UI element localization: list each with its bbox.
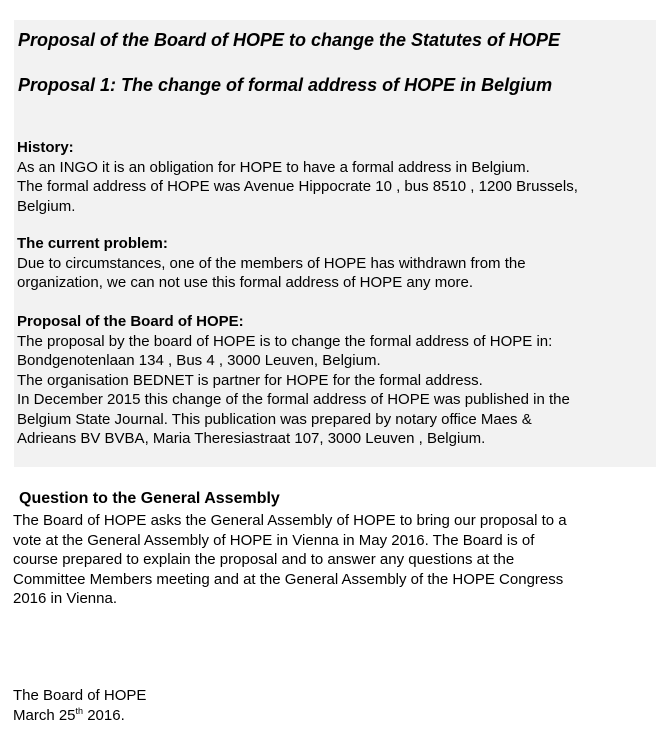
- proposal-section: [17, 312, 657, 449]
- problem-line: Due to circumstances, one of the members of HOPE has withdrawn from the: [17, 254, 526, 272]
- proposal-line: Adrieans BV BVBA, Maria Theresiastraat 107, 3000 Leuven , Belgium.: [17, 430, 486, 447]
- date-ordinal: th: [75, 705, 84, 716]
- question-heading: Question to the General Assembly: [19, 490, 280, 507]
- date-prefix: March 25: [13, 706, 76, 724]
- proposal-line: The proposal by the board of HOPE is to change the formal address of HOPE in:: [17, 332, 553, 350]
- question-line: Committee Members meeting and at the General Assembly of the HOPE Congress: [13, 570, 564, 588]
- proposal-line: Bondgenotenlaan 134 , Bus 4 , 3000 Leuven, Belgium.: [17, 352, 381, 369]
- history-line: As an INGO it is an obligation for HOPE to have a formal address in Belgium.: [17, 158, 530, 176]
- question-line: 2016 in Vienna.: [13, 590, 117, 607]
- question-body: [13, 511, 661, 609]
- problem-heading: The current problem:: [17, 235, 168, 252]
- signature-date: [13, 706, 146, 726]
- date-suffix: 2016.: [83, 706, 125, 724]
- document-title: Proposal of the Board of HOPE to change the Statutes of HOPE: [18, 30, 561, 50]
- proposal-line: The organisation BEDNET is partner for HOPE for the formal address.: [17, 371, 483, 389]
- question-line: course prepared to explain the proposal and to answer any questions at the: [13, 551, 515, 568]
- question-line: The Board of HOPE asks the General Assembly of HOPE to bring our proposal to a: [13, 512, 567, 529]
- history-line: Belgium.: [17, 197, 76, 215]
- history-heading: History:: [17, 139, 74, 156]
- problem-line: organization, we can not use this formal address of HOPE any more.: [17, 274, 474, 291]
- proposal-line: In December 2015 this change of the formal address of HOPE was published in the: [17, 391, 570, 408]
- proposal-heading: Proposal of the Board of HOPE:: [17, 313, 244, 330]
- proposal-line: Belgium State Journal. This publication was prepared by notary office Maes &: [17, 410, 532, 428]
- history-line: The formal address of HOPE was Avenue Hippocrate 10 , bus 8510 , 1200 Brussels,: [17, 178, 578, 195]
- history-section: [17, 138, 657, 216]
- proposal-title: Proposal 1: The change of formal address of HOPE in Belgium: [18, 75, 553, 95]
- signature-block: [13, 686, 146, 725]
- question-line: vote at the General Assembly of HOPE in Vienna in May 2016. The Board is of: [13, 531, 535, 549]
- signature-name: The Board of HOPE: [13, 687, 147, 704]
- problem-section: [17, 234, 657, 293]
